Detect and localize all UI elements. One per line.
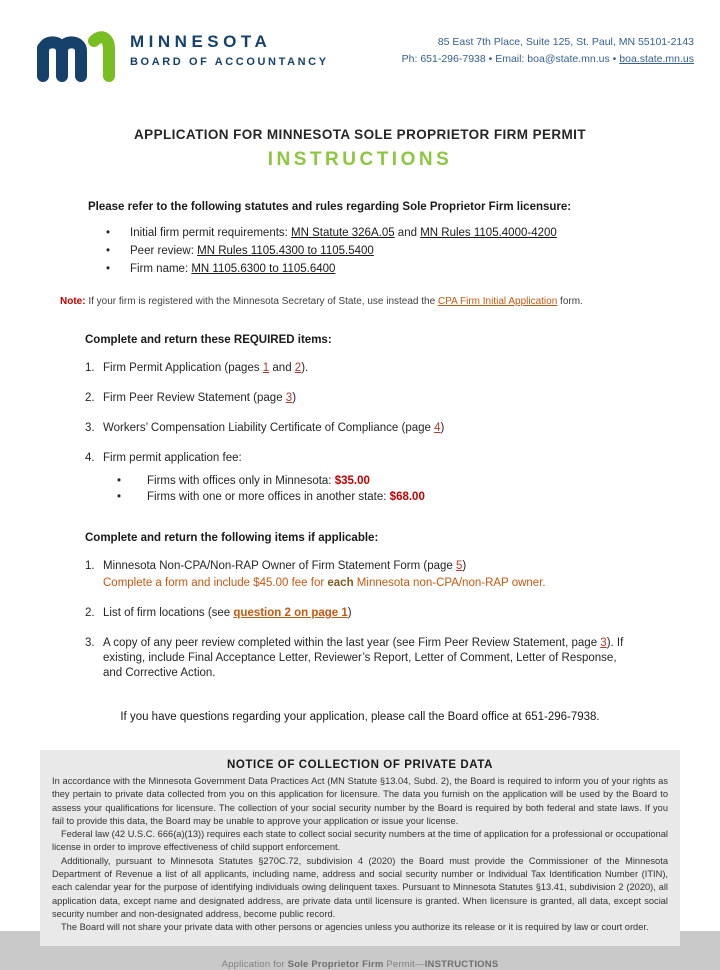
privacy-notice-box (40, 750, 680, 946)
question-2-page-1-link[interactable]: question 2 on page 1 (233, 607, 348, 619)
page-5-link[interactable]: 5 (456, 560, 463, 572)
item-text (103, 361, 633, 376)
bullet-text: Firm name: (130, 263, 192, 275)
item-number: 2. (85, 607, 95, 619)
statutes-heading: Please refer to the following statutes and rules regarding Sole Proprietor Firm licensure: (88, 201, 572, 213)
item-text (103, 636, 633, 681)
footer-text: Application for (221, 958, 288, 970)
note-line (60, 296, 720, 307)
statutes-section (88, 201, 720, 277)
notice-paragraph: Federal law (42 U.S.C. 666(a)(13)) requires each state to collect social security numbers at the time of application for a professional or occupational license in order to improve effectiveness of child support enforcement. (52, 829, 668, 853)
contact-phone-email: Ph: 651-296-7938 • Email: boa@state.mn.us • (401, 53, 620, 65)
list-item (85, 559, 720, 591)
notice-heading: NOTICE OF COLLECTION OF PRIVATE DATA (226, 759, 494, 771)
footer-text: INSTRUCTIONS (424, 958, 499, 970)
page-4-link[interactable]: 4 (434, 422, 441, 434)
list-item (85, 451, 720, 505)
item-number: 2. (85, 392, 95, 404)
note-text: form. (557, 296, 583, 307)
list-item (106, 225, 720, 241)
list-item (85, 606, 720, 621)
header (0, 0, 720, 83)
bullet-icon: • (106, 263, 111, 275)
sub-text: Minnesota non-CPA/non-RAP owner. (353, 577, 546, 589)
item-number: 1. (85, 362, 95, 374)
item-text: Firm permit application fee: (103, 452, 242, 464)
sub-text: Complete a form and include $45.00 fee for (103, 577, 328, 589)
item-text: ). (301, 362, 309, 374)
fee-bullet-list (117, 473, 633, 505)
page-3-link[interactable]: 3 (285, 392, 293, 404)
contact-address: 85 East 7th Place, Suite 125, St. Paul, MN 55101-2143 (437, 36, 694, 48)
note-text: If your firm is registered with the Minnesota Secretary of State, use instead the (85, 296, 438, 307)
page-title: APPLICATION FOR MINNESOTA SOLE PROPRIETOR FIRM PERMIT (134, 127, 586, 142)
item-number: 1. (85, 560, 95, 572)
item-number: 3. (85, 422, 95, 434)
footer-text: Permit— (383, 958, 425, 970)
fee-amount: $68.00 (389, 491, 425, 503)
brand-name: MINNESOTA (130, 32, 272, 51)
statute-link[interactable]: MN Statute 326A.05 (291, 227, 395, 239)
item-text: Firm Peer Review Statement (page (103, 392, 286, 404)
fee-text (147, 489, 425, 505)
title-block (0, 127, 720, 171)
list-item (85, 421, 720, 436)
cpa-firm-application-link[interactable]: CPA Firm Initial Application (437, 296, 558, 307)
mn-state-logo-icon (34, 26, 118, 83)
item-text: Workers’ Compensation Liability Certificate of Compliance (page (103, 422, 435, 434)
statute-bullet-text (130, 243, 374, 259)
item-text: A copy of any peer review completed within the last year (see Firm Peer Review Statement, page (103, 637, 601, 649)
item-text: ). If existing, include Final Acceptance Letter, Reviewer’s Report, Letter of Comment, Letter of Response, and Corrective Action. (103, 637, 624, 679)
page-1-link[interactable]: 1 (262, 362, 270, 374)
item-text: ) (462, 560, 467, 572)
bullet-text: and (394, 227, 421, 239)
list-item (85, 636, 720, 681)
statutes-bullet-list (88, 225, 720, 277)
item-text: and (269, 362, 295, 374)
fee-instruction-line (103, 576, 633, 591)
questions-line: If you have questions regarding your application, please call the Board office at 651-296-7938. (120, 711, 600, 723)
item-text: Minnesota Non-CPA/Non-RAP Owner of Firm Statement Form (page (103, 560, 457, 572)
rules-link[interactable]: MN Rules 1105.4300 to 1105.5400 (197, 245, 374, 257)
note-label: Note: (60, 296, 86, 307)
fee-text (147, 473, 370, 489)
list-item (85, 361, 720, 376)
bullet-text: Initial firm permit requirements: (130, 227, 292, 239)
page-subtitle: INSTRUCTIONS (267, 149, 453, 170)
statute-bullet-text (130, 225, 557, 241)
rules-link[interactable]: MN 1105.6300 to 1105.6400 (191, 263, 336, 275)
list-item (106, 261, 720, 277)
brand-block (34, 26, 329, 83)
page-2-link[interactable]: 2 (294, 362, 302, 374)
item-text (103, 421, 633, 436)
contact-line (402, 51, 694, 68)
item-text: Firm Permit Application (pages (103, 362, 263, 374)
item-text: ) (347, 607, 352, 619)
fee-amount: $35.00 (334, 475, 370, 487)
item-text (103, 606, 633, 621)
bullet-text: Peer review: (130, 245, 198, 257)
notice-paragraph: Additionally, pursuant to Minnesota Statutes §270C.72, subdivision 4 (2020) the Board must provide the Commissioner of the Minnesota Department of Revenue a list of all applicants, including name, address and social security number or Individual Tax Identification Number (ITIN), each calendar year for the purpose of identifying individuals owing delinquent taxes. Pursuant to Minnesota Statutes §13.41, subdivision 2 (2020), all application data, except name and designated address, are private data until licensure is granted. When licensure is granted, all data, except social security number and non-designated address, become public record. (52, 855, 668, 919)
bullet-icon: • (117, 475, 122, 487)
rules-link[interactable]: MN Rules 1105.4000-4200 (420, 227, 557, 239)
item-text (103, 559, 633, 591)
list-item (117, 489, 633, 505)
item-text: ) (292, 392, 297, 404)
item-number: 4. (85, 452, 95, 464)
page-3-link[interactable]: 3 (600, 637, 607, 649)
item-text (103, 451, 633, 505)
required-heading: Complete and return these REQUIRED items: (85, 334, 332, 346)
item-text: ) (440, 422, 445, 434)
item-text: List of firm locations (see (103, 607, 234, 619)
applicable-items-section (85, 532, 720, 681)
page-footer (0, 959, 720, 970)
item-number: 3. (85, 637, 95, 649)
website-link[interactable]: boa.state.mn.us (619, 53, 694, 65)
footer-text: Sole Proprietor Firm (287, 958, 384, 970)
list-item (117, 473, 633, 489)
emphasis-text: each (327, 577, 354, 589)
statute-bullet-text (130, 261, 335, 277)
notice-paragraph: In accordance with the Minnesota Government Data Practices Act (MN Statute §13.04, Subd. 2), the Board is required to inform you of your rights as they pertain to private data collected from you on this application for licensure. The data you furnish on the application will be used by the Board to assess your qualifications for licensure. The collection of your social security number by the Board is required by both federal and state laws. If you fail to provide this data, the Board may be unable to approve your application or issue your license. (52, 776, 668, 826)
item-text (103, 391, 633, 406)
brand-subtitle: BOARD OF ACCOUNTANCY (130, 56, 329, 68)
brand-text (130, 26, 329, 68)
notice-paragraph: The Board will not share your private data with other persons or agencies unless you authorize its release or it is required by law or court order. (61, 922, 649, 933)
contact-info (402, 26, 694, 68)
bullet-icon: • (106, 227, 111, 239)
bullet-icon: • (106, 245, 111, 257)
bullet-icon: • (117, 491, 122, 503)
applicable-heading: Complete and return the following items if applicable: (85, 532, 379, 544)
fee-text: Firms with offices only in Minnesota: (147, 475, 335, 487)
required-items-section (85, 334, 720, 505)
list-item (106, 243, 720, 259)
list-item (85, 391, 720, 406)
fee-text: Firms with one or more offices in another state: (147, 491, 390, 503)
